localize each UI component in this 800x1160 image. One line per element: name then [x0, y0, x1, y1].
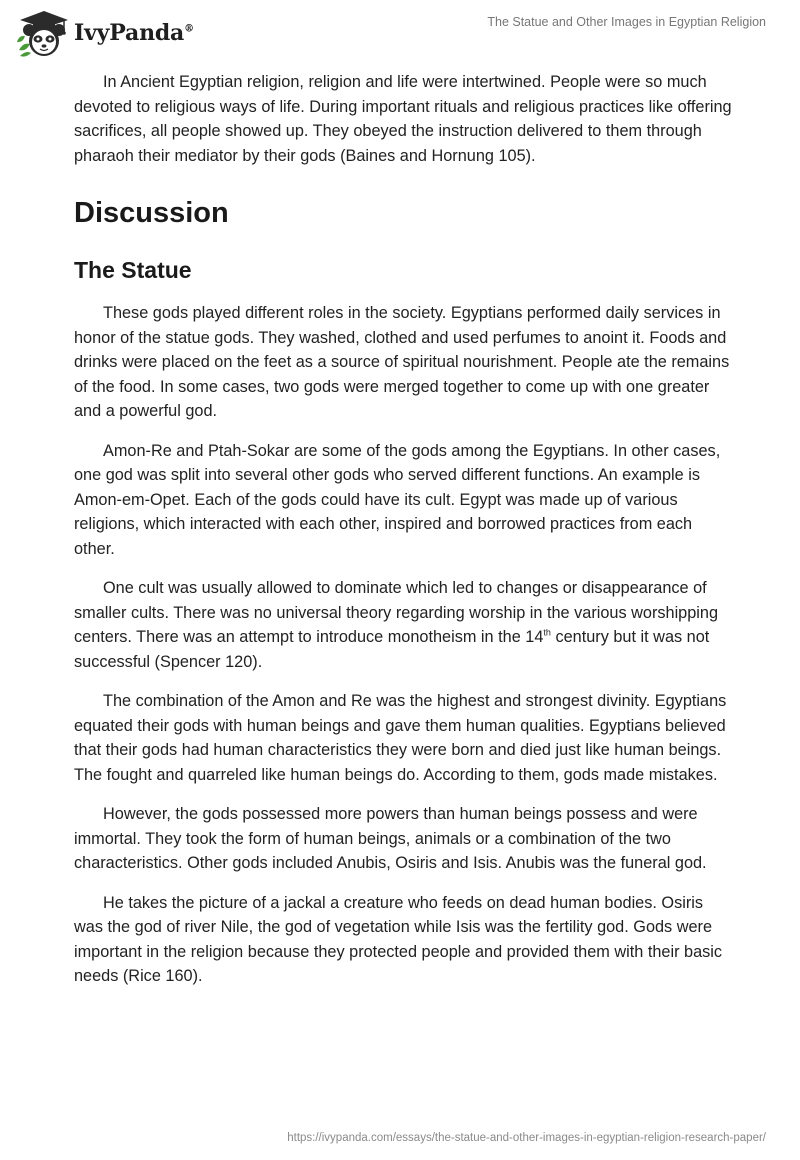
page-header: [0, 0, 800, 70]
intro-paragraph: In Ancient Egyptian religion, religion and life were intertwined. People were so much devoted to religious ways of life. During important rituals and religious practices like offering sacrifices, all people showed up. They obeyed the instruction delivered to them through pharaoh their mediator by their gods (Baines and Hornung 105).: [74, 73, 732, 165]
subsection-heading-statue: The Statue: [74, 257, 192, 283]
source-url-link[interactable]: https://ivypanda.com/essays/the-statue-and-other-images-in-egyptian-religion-research-paper/: [287, 1132, 766, 1144]
panda-graduate-icon: [14, 8, 70, 58]
body-paragraph: However, the gods possessed more powers than human beings possess and were immortal. They took the form of human beings, animals or a combination of the two characteristics. Other gods included Anubis, Osiris and Isis. Anubis was the funeral god.: [74, 805, 707, 872]
ivypanda-logo[interactable]: [14, 8, 194, 58]
trademark-symbol: ®: [184, 23, 194, 35]
ordinal-suffix: th: [543, 627, 551, 638]
body-paragraph: Amon-Re and Ptah-Sokar are some of the gods among the Egyptians. In other cases, one god was split into several other gods who served different functions. An example is Amon-em-Opet. Each of the gods could have its cult. Egypt was made up of various religions, which interacted with each other, inspired and borrowed practices from each other.: [74, 441, 721, 558]
brand-name: IvyPanda®: [74, 20, 194, 46]
section-heading-discussion: Discussion: [74, 197, 229, 229]
body-paragraph-cults: One cult was usually allowed to dominate which led to changes or disappearance of smaller cults. There was no universal theory regarding worship in the various worshipping centers. There was an attempt to introduce monotheism in the 14th century but it was not successful (Spencer 120).: [74, 579, 719, 671]
document-title: The Statue and Other Images in Egyptian Religion: [487, 15, 766, 29]
body-paragraph: He takes the picture of a jackal a creature who feeds on dead human bodies. Osiris was the god of river Nile, the god of vegetation while Isis was the fertility god. Gods were important in the religion because they protected people and provided them with their basic needs (Rice 160).: [74, 893, 723, 985]
body-paragraph: The combination of the Amon and Re was the highest and strongest divinity. Egyptians equated their gods with human beings and gave them human qualities. Egyptians believed that their gods had human characteristics they were born and died just like human beings. The fought and quarreled like human beings do. According to them, gods made mistakes.: [74, 692, 727, 784]
article-body: [74, 70, 734, 1004]
body-paragraph: These gods played different roles in the society. Egyptians performed daily services in honor of the statue gods. They washed, clothed and used perfumes to anoint it. Foods and drinks were placed on the feet as a source of spiritual nourishment. People ate the remains of the food. In some cases, two gods were merged together to come up with one greater and a powerful god.: [74, 304, 730, 420]
